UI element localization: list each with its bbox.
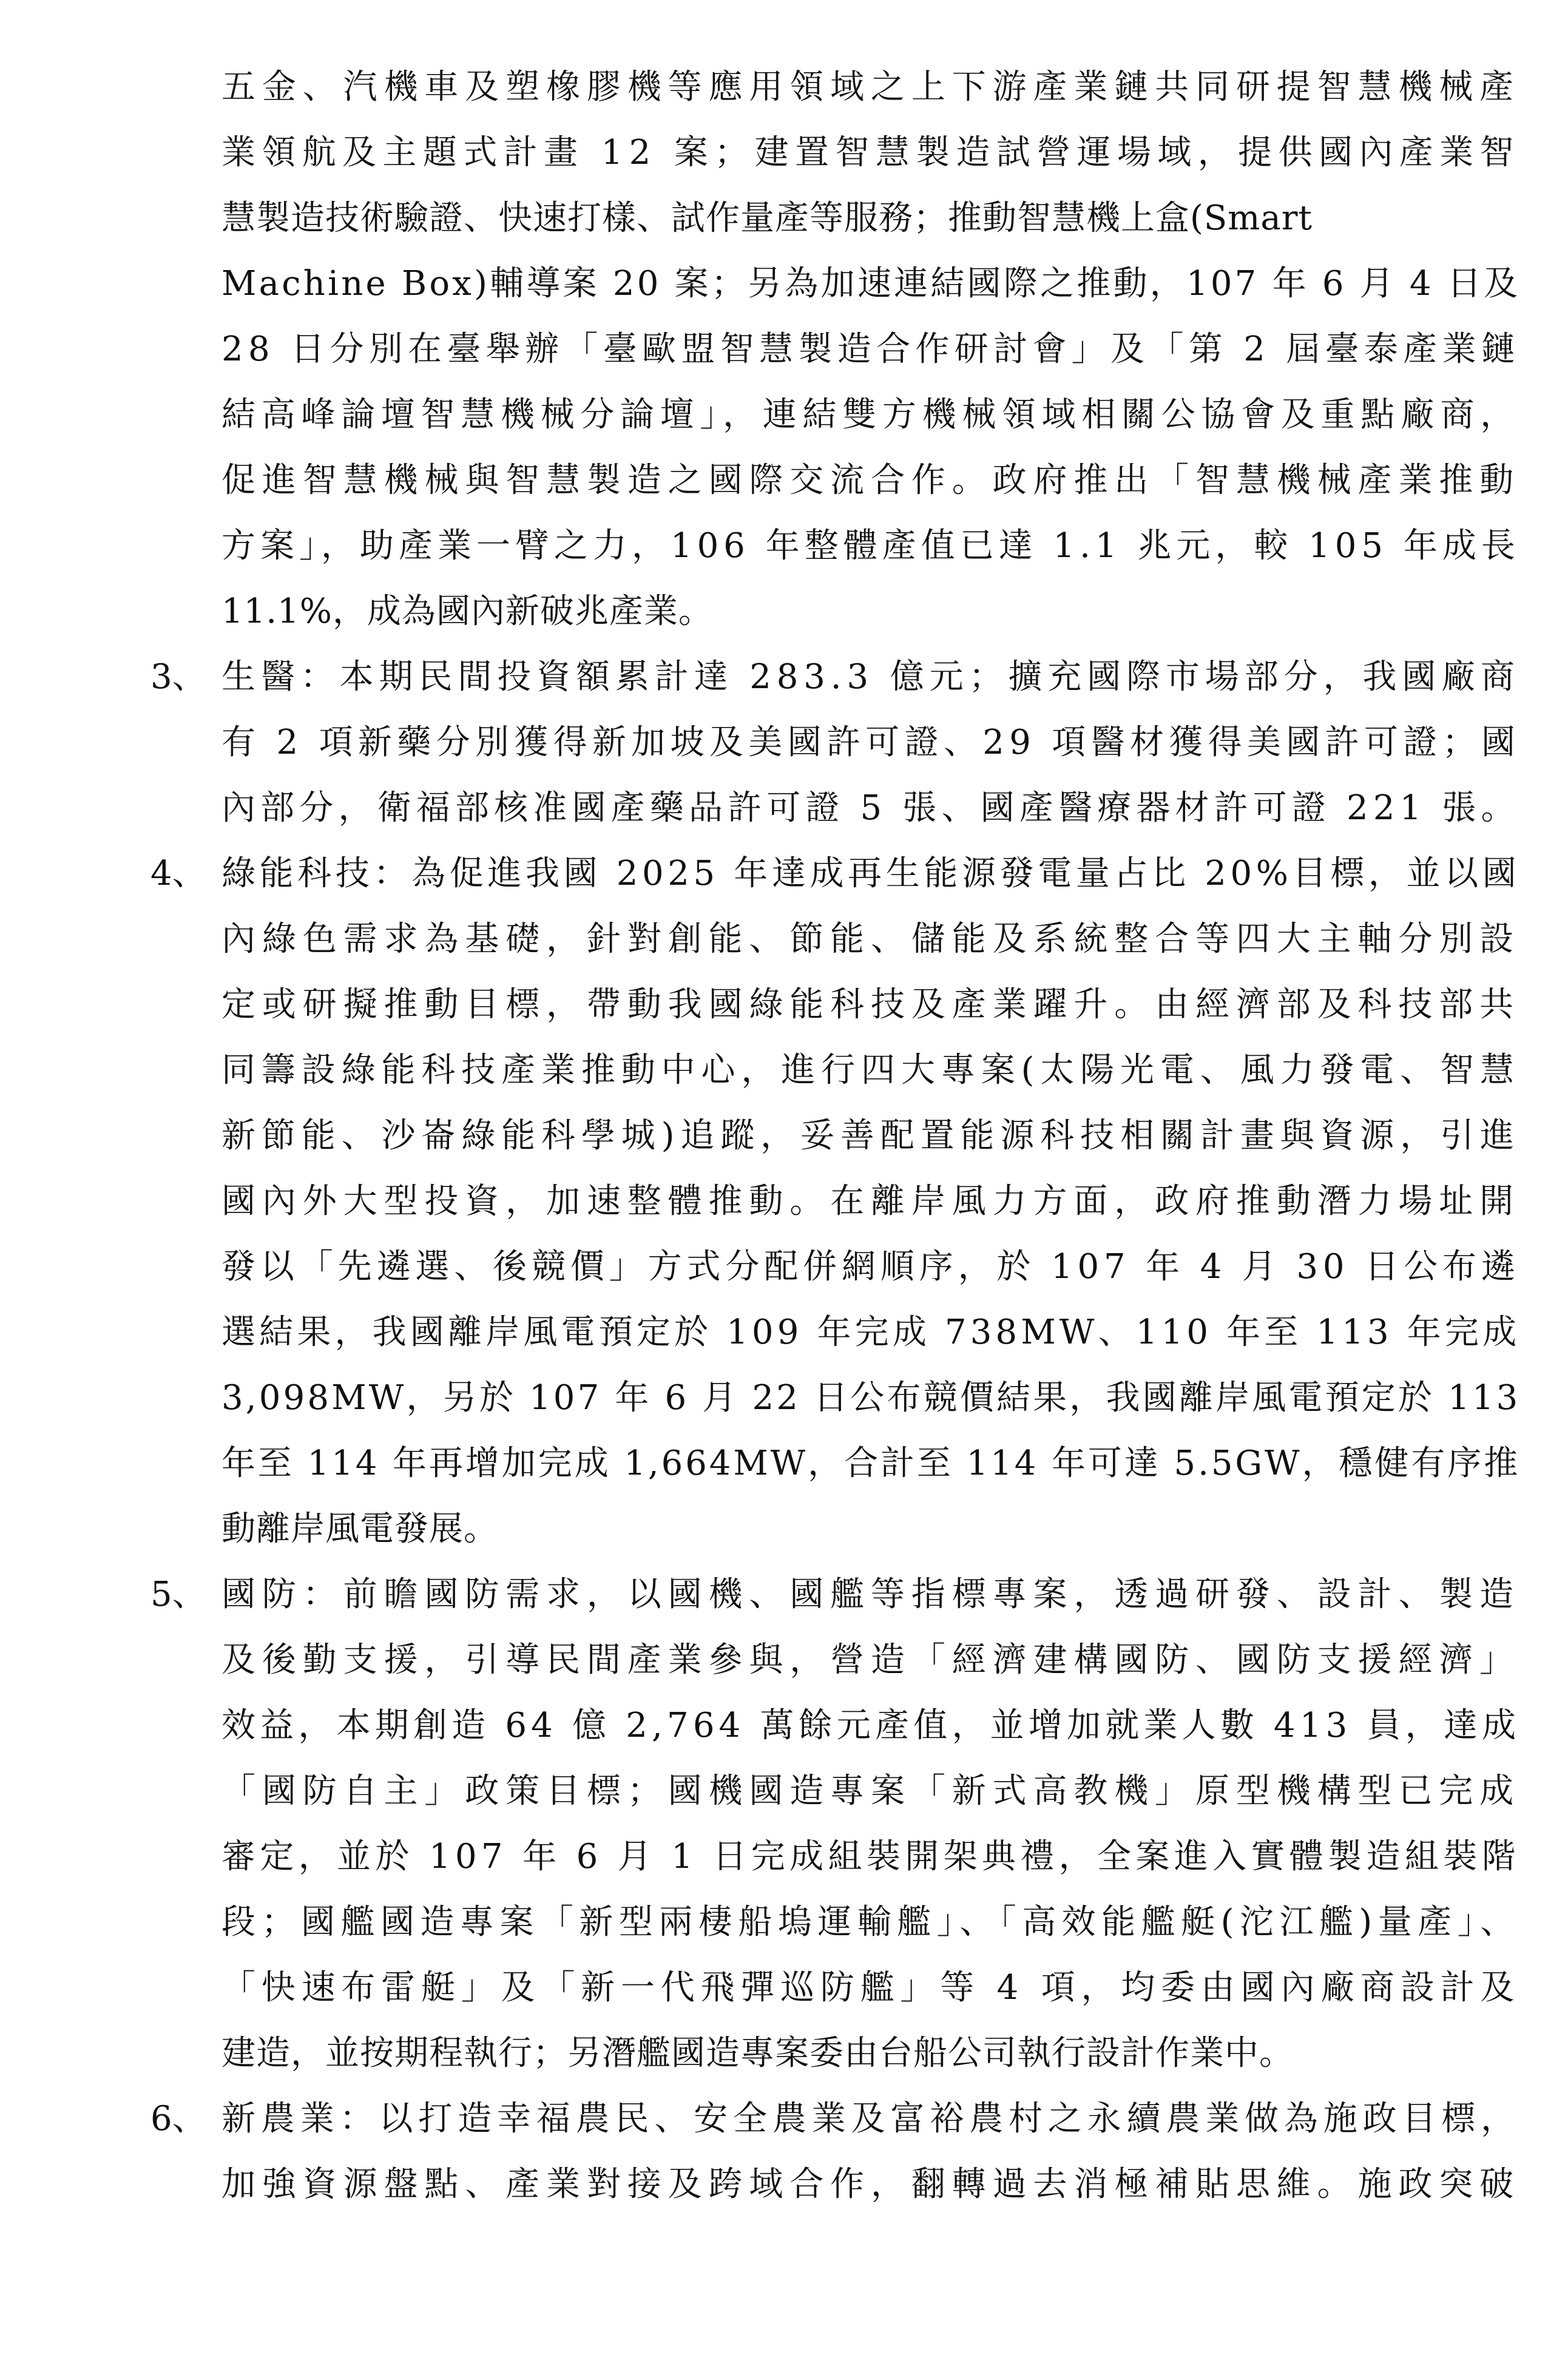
paragraph-line: 國內外大型投資，加速整體推動。在離岸風力方面，政府推動潛力場址開	[221, 1182, 1520, 1221]
paragraph-line: 選結果，我國離岸風電預定於 109 年完成 738MW、110 年至 113 年完成	[221, 1313, 1521, 1352]
paragraph-line: 審定，並於 107 年 6 月 1 日完成組裝開架典禮，全案進入實體製造組裝階	[221, 1837, 1520, 1876]
paragraph-line: 11.1%，成為國內新破兆產業。	[221, 592, 713, 631]
paragraph-line: 綠能科技：為促進我國 2025 年達成再生能源發電量占比 20%目標，並以國	[221, 854, 1521, 893]
paragraph-line: 國防：前瞻國防需求，以國機、國艦等指標專案，透過研發、設計、製造	[221, 1575, 1520, 1614]
paragraph-line: 「快速布雷艇」及「新一代飛彈巡防艦」等 4 項，均委由國內廠商設計及	[221, 1968, 1521, 2007]
paragraph-line: 新節能、沙崙綠能科學城)追蹤，妥善配置能源科技相關計畫與資源，引進	[221, 1116, 1520, 1155]
paragraph-line: 結高峰論壇智慧機械分論壇」，連結雙方機械領域相關公協會及重點廠商，	[221, 395, 1520, 434]
paragraph-line: 方案」，助產業一臂之力，106 年整體產值已達 1.1 兆元，較 105 年成長	[221, 526, 1520, 566]
paragraph-line: 效益，本期創造 64 億 2,764 萬餘元產值，並增加就業人數 413 員，達成	[221, 1706, 1521, 1745]
paragraph-line: 有 2 項新藥分別獲得新加坡及美國許可證、29 項醫材獲得美國許可證；國	[221, 723, 1521, 762]
paragraph-line: 「國防自主」政策目標；國機國造專案「新式高教機」原型機構型已完成	[221, 1771, 1520, 1811]
paragraph-line: 內綠色需求為基礎，針對創能、節能、儲能及系統整合等四大主軸分別設	[221, 919, 1520, 959]
paragraph-line: 業領航及主題式計畫 12 案；建置智慧製造試營運場域，提供國內產業智	[221, 133, 1520, 172]
paragraph-line: 發以「先遴選、後競價」方式分配併網順序，於 107 年 4 月 30 日公布遴	[221, 1247, 1520, 1287]
paragraph-line: 建造，並按期程執行；另潛艦國造專案委由台船公司執行設計作業中。	[221, 2034, 1294, 2073]
paragraph-line: 3,098MW，另於 107 年 6 月 22 日公布競價結果，我國離岸風電預定於 113	[221, 1378, 1521, 1418]
paragraph-line: Machine Box)輔導案 20 案；另為加速連結國際之推動，107 年 6 月 4 日及	[221, 264, 1521, 303]
paragraph-line: 同籌設綠能科技產業推動中心，進行四大專案(太陽光電、風力發電、智慧	[221, 1050, 1520, 1090]
paragraph-line: 及後勤支援，引導民間產業參與，營造「經濟建構國防、國防支援經濟」	[221, 1640, 1520, 1680]
item-number: 5、	[150, 1575, 206, 1614]
item-number: 6、	[150, 2099, 206, 2139]
item-number: 3、	[150, 657, 206, 697]
paragraph-line: 慧製造技術驗證、快速打樣、試作量產等服務；推動智慧機上盒(Smart	[221, 198, 1313, 238]
paragraph-line: 促進智慧機械與智慧製造之國際交流合作。政府推出「智慧機械產業推動	[221, 461, 1520, 500]
paragraph-line: 動離岸風電發展。	[221, 1509, 498, 1549]
paragraph-line: 生醫：本期民間投資額累計達 283.3 億元；擴充國際市場部分，我國廠商	[221, 657, 1520, 697]
paragraph-line: 新農業：以打造幸福農民、安全農業及富裕農村之永續農業做為施政目標，	[221, 2099, 1520, 2139]
paragraph-line: 28 日分別在臺舉辦「臺歐盟智慧製造合作研討會」及「第 2 屆臺泰產業鏈	[221, 330, 1521, 369]
item-number: 4、	[150, 854, 206, 893]
paragraph-line: 加強資源盤點、產業對接及跨域合作，翻轉過去消極補貼思維。施政突破	[221, 2165, 1520, 2204]
paragraph-line: 五金、汽機車及塑橡膠機等應用領域之上下游產業鏈共同研提智慧機械產	[221, 67, 1520, 107]
paragraph-line: 段；國艦國造專案「新型兩棲船塢運輸艦」、「高效能艦艇(沱江艦)量產」、	[221, 1902, 1520, 1942]
paragraph-line: 內部分，衛福部核准國產藥品許可證 5 張、國產醫療器材許可證 221 張。	[221, 788, 1520, 828]
paragraph-line: 年至 114 年再增加完成 1,664MW，合計至 114 年可達 5.5GW，穩健有序推	[221, 1444, 1521, 1483]
paragraph-line: 定或研擬推動目標，帶動我國綠能科技及產業躍升。由經濟部及科技部共	[221, 985, 1520, 1024]
